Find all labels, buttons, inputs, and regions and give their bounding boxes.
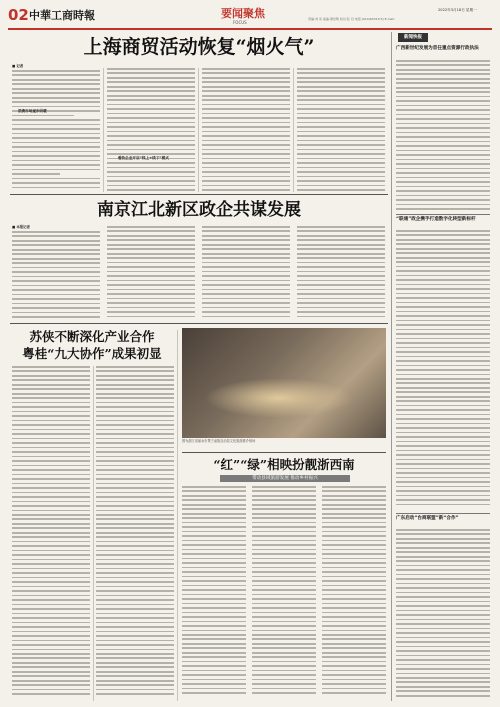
headline-suzhou-line2: 粤桂“九大协作”成果初显 <box>22 346 162 361</box>
article-nanjing-col1 <box>12 231 100 321</box>
article-nanjing-col2 <box>107 226 195 321</box>
news-photo <box>182 328 386 438</box>
column-divider <box>198 68 199 192</box>
subhead-shanghai-1: 消费市场逐步回暖 <box>18 109 47 113</box>
byline-nanjing: ■ 本报记者 <box>12 225 30 229</box>
section-rule <box>182 452 386 453</box>
sidebar-rule <box>396 513 490 514</box>
article-nanjing-col3 <box>202 226 290 321</box>
editor-info: 责编:刘 亮 美编:谭世明 校对:张 丹 电话:(010)60317(5) E-mail: <box>308 17 396 21</box>
sidebar-item-2-body <box>396 230 490 510</box>
sidebar-rule <box>396 214 490 215</box>
sidebar-item-3-body <box>396 529 490 701</box>
article-shanghai-col2 <box>107 68 195 192</box>
article-shanghai-col4 <box>297 68 385 192</box>
page-header <box>8 6 492 28</box>
column-title-en: FOCUS <box>233 20 247 25</box>
subhead-shanghai-2: 餐饮企业开启“线上+线下”模式 <box>118 156 169 160</box>
date-line: 2022年3月18日 星期一 <box>438 8 477 12</box>
photo-caption: 图为浙江省丽水市景宁畲族自治县文化旅游推介现场 <box>182 439 256 443</box>
header-rule <box>8 28 492 30</box>
column-title: 要闻聚焦 <box>221 7 265 20</box>
sidebar-headline-2: “联通”政企携手打造数字化转型新标杆 <box>396 217 476 222</box>
sidebar-item-1-body <box>396 60 490 212</box>
section-rule <box>10 323 388 324</box>
article-shanghai-col1 <box>12 70 100 192</box>
deck-red-green: 带动县域旅游发展 推动乡村振兴 <box>220 475 350 482</box>
sidebar-label-text: 新闻快报 <box>404 35 422 40</box>
article-red-green-col3 <box>322 486 386 701</box>
sidebar-headline-1: 广西新世纪发展为首任重点资源行政执法 <box>396 46 479 51</box>
article-suzhou-col1 <box>12 366 90 701</box>
column-divider <box>93 366 94 701</box>
headline-suzhou-line1: 苏侠不断深化产业合作 <box>29 329 155 344</box>
sidebar-headline-3: 广东启动“台商联盟”新“合作” <box>396 516 459 521</box>
column-divider <box>177 330 178 701</box>
photo-scene-detail <box>204 378 354 418</box>
article-nanjing-col4 <box>297 226 385 321</box>
section-rule <box>10 194 388 195</box>
sidebar-divider <box>391 32 392 701</box>
article-red-green-col1 <box>182 486 246 701</box>
byline-shanghai: ■ 记者 <box>12 64 24 68</box>
column-divider <box>293 68 294 192</box>
column-divider <box>103 68 104 192</box>
headline-shanghai: 上海商贸活动恢复“烟火气” <box>83 36 315 58</box>
article-shanghai-col3 <box>202 68 290 192</box>
headline-nanjing: 南京江北新区政企共谋发展 <box>97 200 301 220</box>
sidebar-label <box>398 33 428 42</box>
headline-red-green: “红”“绿”相映扮靓浙西南 <box>213 457 355 472</box>
article-suzhou-col2 <box>96 366 174 701</box>
article-red-green-col2 <box>252 486 316 701</box>
page-number: 02 <box>8 6 29 24</box>
newspaper-name: 中華工商時報 <box>29 9 95 22</box>
